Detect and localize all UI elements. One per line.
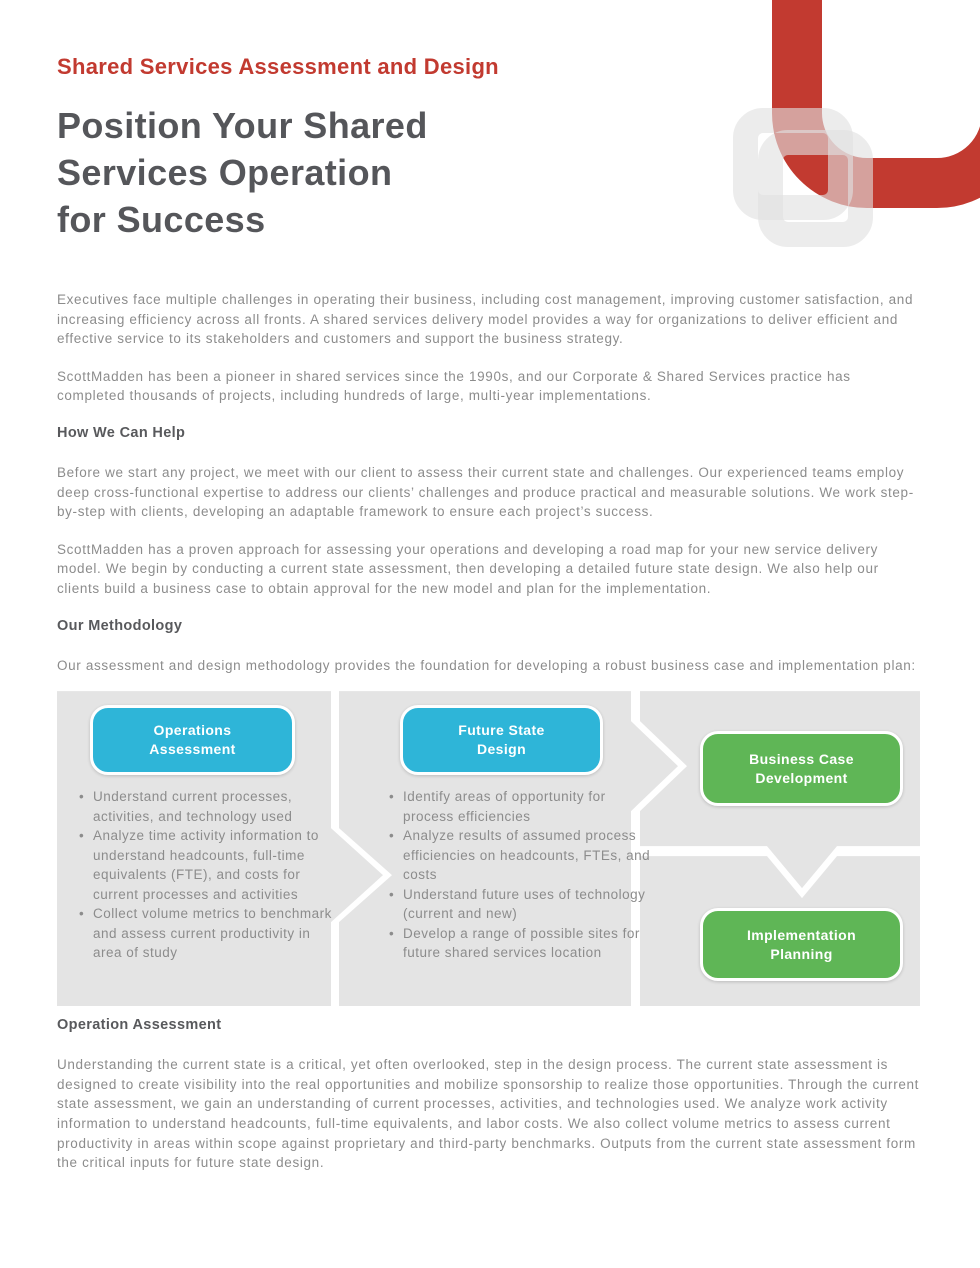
stage-label-line: Business Case (749, 750, 854, 767)
section-heading-our-methodology: Our Methodology (57, 617, 183, 634)
stage-label-line: Assessment (149, 741, 236, 758)
bullet-item: • Identify areas of opportunity for process efficiencies (387, 787, 653, 826)
methodology-diagram (57, 691, 920, 1006)
stage-label-line: Future State (458, 722, 545, 739)
eyebrow-heading: Shared Services Assessment and Design (57, 54, 499, 79)
bullet-item: • Analyze time activity information to understand headcounts, full-time equivalents (FTE), and costs for current processes and activities (77, 826, 333, 904)
bullet-item: • Analyze results of assumed process efficiencies on headcounts, FTEs, and costs (387, 826, 653, 885)
stage-badge-implementation-planning (700, 908, 903, 981)
stage-label-line: Planning (770, 945, 833, 962)
bullet-item: • Collect volume metrics to benchmark and assess current productivity in area of study (77, 904, 333, 963)
future-state-design-bullet-list (387, 787, 653, 963)
stage-label-line: Implementation (746, 926, 857, 943)
how-we-can-help-paragraph-1: Before we start any project, we meet with our client to assess their current state and challenges. Our experienced teams employ deep cross-functional expertise to address our clients’ challenges and produce practical and measurable solutions. We work step-by-step with clients, developing an adaptable framework to ensure each project’s success. (57, 464, 914, 520)
bullet-item: • Understand future uses of technology (current and new) (387, 885, 653, 924)
stage-label-line: Operations (153, 722, 232, 739)
stage-badge-operations-assessment (90, 705, 295, 775)
stage-label-line: Development (755, 769, 848, 786)
methodology-intro-paragraph: Our assessment and design methodology provides the foundation for developing a robust business case and implementation plan: (57, 657, 916, 673)
stage-label-line: Design (476, 741, 527, 758)
page-title-line: for Success (57, 199, 266, 240)
page-title (57, 102, 923, 243)
stage-badge-future-state-design (400, 705, 603, 775)
section-heading-how-we-can-help: How We Can Help (57, 424, 186, 441)
bullet-item: • Develop a range of possible sites for future shared services location (387, 924, 653, 963)
page-title-line: Position Your Shared (57, 105, 428, 146)
bullet-item: • Understand current processes, activities, and technology used (77, 787, 333, 826)
intro-paragraph-1: Executives face multiple challenges in operating their business, including cost management, improving customer satisfaction, and increasing efficiency across all fronts. A shared services delivery model provides a way for organizations to deliver efficient and effective service to its stakeholders and customers and support the business strategy. (57, 292, 914, 347)
intro-paragraph-2: ScottMadden has been a pioneer in shared services since the 1990s, and our Corporate & Shared Services practice has completed thousands of projects, including hundreds of large, multi-year implementations. (57, 368, 851, 404)
content-column (57, 0, 923, 1173)
section-heading-operation-assessment: Operation Assessment (57, 1017, 222, 1034)
page-title-line: Services Operation (57, 152, 393, 193)
operations-assessment-bullet-list (77, 787, 333, 963)
operation-assessment-paragraph: Understanding the current state is a critical, yet often overlooked, step in the design process. The current state assessment is designed to create visibility into the real opportunities and mobilize sponsorship to realize those opportunities. Through the current state assessment, we gain an understanding of current processes, activities, and technologies used. We analyze work activity information to understand headcounts, full-time equivalents, and labor costs. We also collect volume metrics to assess current productivity in areas within scope against proprietary and third-party benchmarks. Outputs from the current state assessment form the critical inputs for future state design. (57, 1057, 920, 1171)
stage-badge-business-case-development (700, 731, 903, 806)
how-we-can-help-paragraph-2: ScottMadden has a proven approach for assessing your operations and developing a road map for your new service delivery model. We begin by conducting a current state assessment, then developing a detailed future state design. We also help our clients build a business case to obtain approval for the new model and plan for the implementation. (57, 541, 879, 596)
